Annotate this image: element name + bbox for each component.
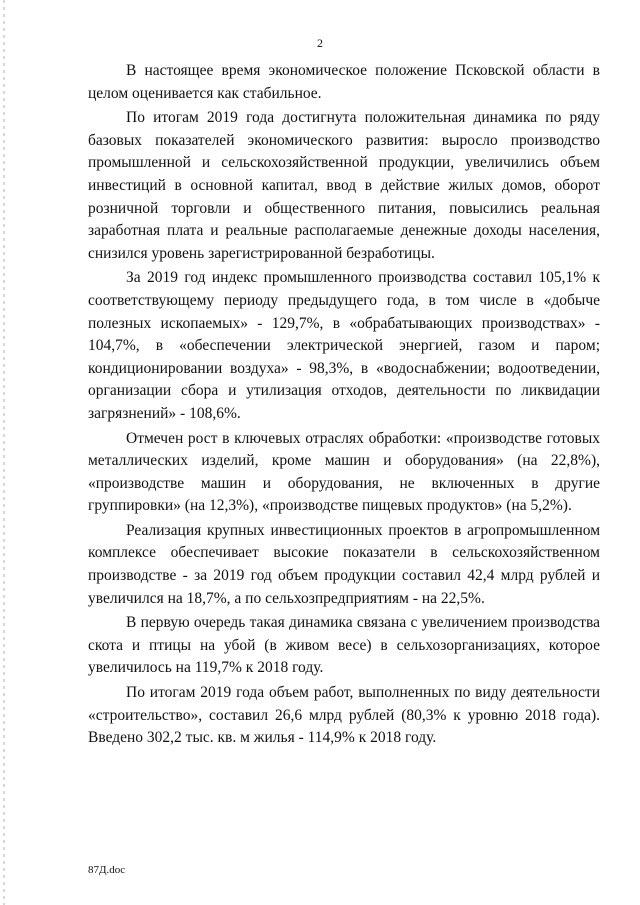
paragraph-construction: По итогам 2019 года объем работ, выполненных по виду деятельности «строительство», составил 26,6 млрд рублей (80,3% к уровню 2018 года). Введено 302,2 тыс. кв. м жилья - 114,9% к 2018 году. [88, 684, 600, 747]
paragraph-economic-situation: В настоящее время экономическое положение Псковской области в целом оценивается как стабильное. [88, 62, 600, 102]
file-name-footer: 87Д.doc [88, 864, 126, 876]
paragraph-industrial-index: За 2019 год индекс промышленного производства составил 105,1% к соответствующему периоду предыдущего года, в том числе в «добыче полезных ископаемых» - 129,7%, в «обрабатывающих производствах» - 104,7%, в «обеспечении электрической энергией, газом и паром; кондиционировании воздуха» - 98,3%, в «водоснабжении; водоотведении, организации сбора и утилизация отходов, деятельности по ликвидации загрязнений» - 108,6%. [88, 269, 600, 422]
scan-edge-mark [3, 0, 5, 905]
page-number: 2 [317, 36, 323, 50]
document-body [88, 60, 600, 752]
paragraph-positive-dynamics: По итогам 2019 года достигнута положительная динамика по ряду базовых показателей экономического развития: выросло производство промышленной и сельскохозяйственной продукции, увеличились объем инвестиций в основной капитал, ввод в действие жилых домов, оборот розничной торговли и общественного питания, повысились реальная заработная плата и реальные располагаемые денежные доходы населения, снизился уровень зарегистрированной безработицы. [88, 109, 600, 262]
paragraph-manufacturing-growth: Отмечен рост в ключевых отраслях обработки: «производстве готовых металлических изделий, кроме машин и оборудования» (на 22,8%), «производстве машин и оборудования, не включенных в другие группировки» (на 12,3%), «производстве пищевых продуктов» (на 5,2%). [88, 429, 600, 515]
paragraph-livestock: В первую очередь такая динамика связана с увеличением производства скота и птицы на убой (в живом весе) в сельхозорганизациях, которое увеличилось на 119,7% к 2018 году. [88, 614, 600, 677]
paragraph-agro-investment: Реализация крупных инвестиционных проектов в агропромышленном комплексе обеспечивает высокие показатели в сельскохозяйственном производстве - за 2019 год объем продукции составил 42,4 млрд рублей и увеличился на 18,7%, а по сельхозпредприятиям - на 22,5%. [88, 521, 600, 607]
